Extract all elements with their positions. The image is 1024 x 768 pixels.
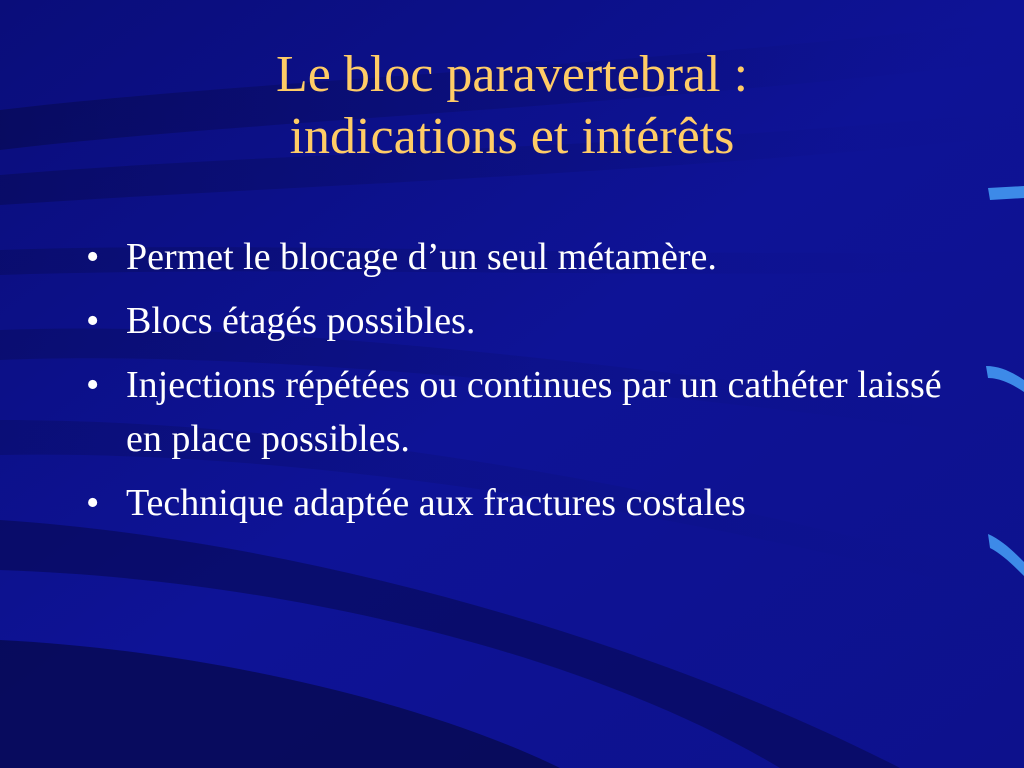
bullet-marker: • [86,300,100,342]
bullet-list [86,230,946,540]
bullet-marker: • [86,482,100,524]
bullet-marker: • [86,236,100,278]
bullet-text: Technique adaptée aux fractures costales [126,482,746,524]
bullet-item [86,476,946,530]
bullet-marker: • [86,364,100,406]
slide-title [0,44,1024,168]
slide-title-line-2: indications et intérêts [289,108,735,165]
bullet-text: Blocs étagés possibles. [126,300,476,342]
bullet-item [86,230,946,284]
bullet-item [86,294,946,348]
slide-title-line-1: Le bloc paravertebral : [275,46,749,103]
bullet-text: Permet le blocage d’un seul métamère. [126,236,717,278]
bullet-item [86,358,946,466]
bullet-text: Injections répétées ou continues par un cathéter laissé en place possibles. [126,364,942,460]
